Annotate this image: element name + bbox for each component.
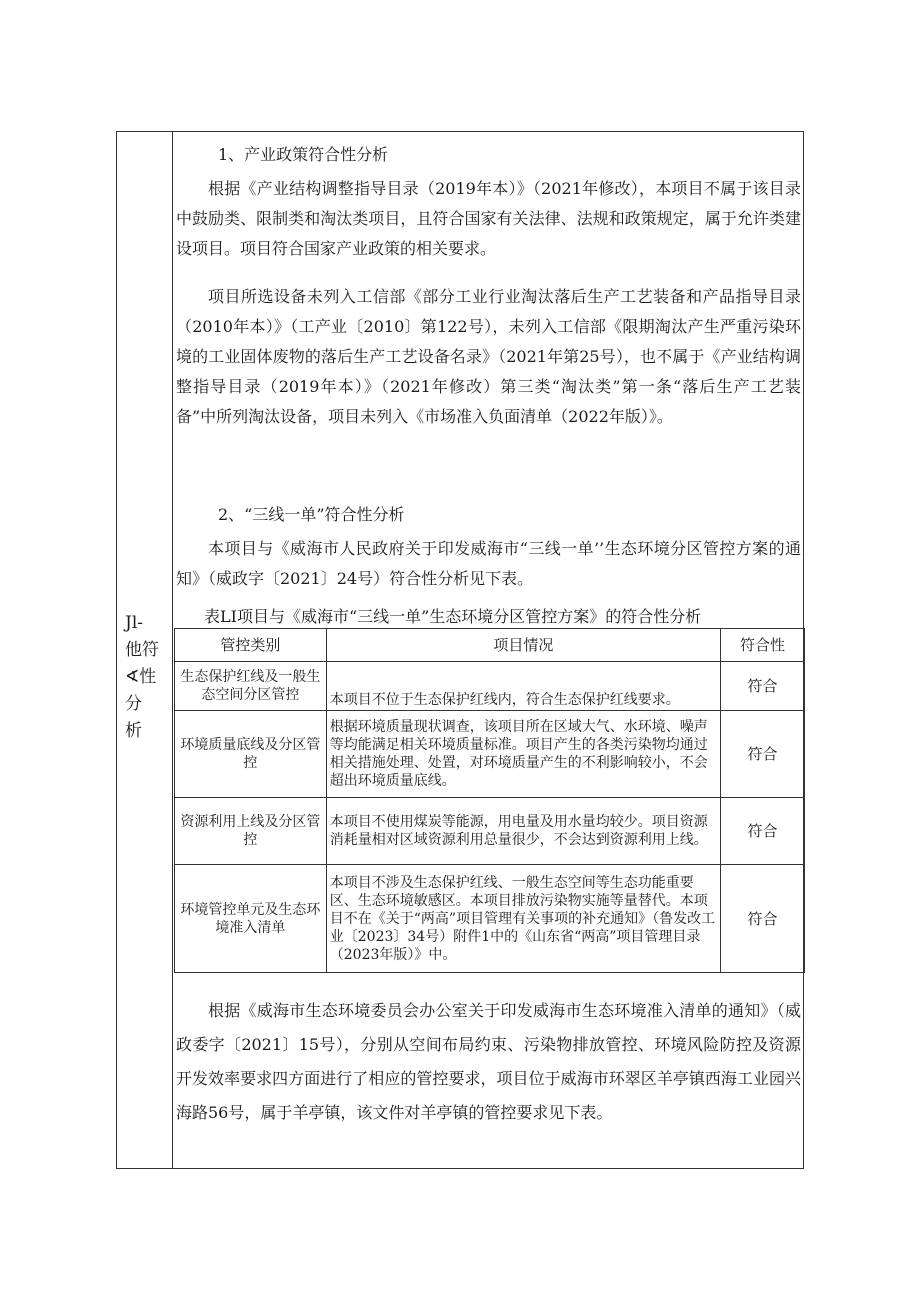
row-result: 符合: [721, 798, 805, 865]
section1-paragraph1: 根据《产业结构调整指导目录（2019年本）》（2021年修改），本项目不属于该目录中鼓励类、限制类和淘汰类项目，且符合国家有关法律、法规和政策规定，属于允许类建设项目。项目符合国家产业政策的相关要求。: [176, 179, 801, 258]
left-label-line: ∢性分: [125, 667, 157, 714]
header-compliance: 符合性: [721, 629, 805, 662]
table-row: [175, 711, 805, 798]
row-result: 符合: [721, 711, 805, 798]
table-header-row: [175, 629, 805, 662]
section3-paragraph: 根据《威海市生态环境委员会办公室关于印发威海市生态环境准入清单的通知》（威政委字〔2021〕15号），分别从空间布局约束、污染物排放管控、环境风险防控及资源开发效率要求四方面进行了相应的管控要求，项目位于威海市环翠区羊亭镇西海工业园兴海路56号，属于羊亭镇，该文件对羊亭镇的管控要求见下表。: [176, 1001, 801, 1122]
row-result: 符合: [721, 865, 805, 973]
header-situation: 项目情况: [326, 629, 720, 662]
left-category-label: [125, 610, 171, 745]
section2-paragraph: 本项目与《威海市人民政府关于印发威海市“三线一单’’生态环境分区管控方案的通知》（威政字〔2021〕24号）符合性分析见下表。: [176, 539, 801, 588]
row-category: 资源利用上线及分区管控: [175, 798, 327, 865]
left-label-line: 他符: [125, 640, 159, 660]
left-label-line: Jl-: [125, 613, 143, 633]
row-situation: 根据环境质量现状调查，该项目所在区域大气、水环境、噪声等均能满足相关环境质量标准。项目产生的各类污染物均通过相关措施处理、处置，对环境质量产生的不利影响较小，不会超出环境质量底线。: [326, 711, 720, 798]
row-category: 环境管控单元及生态环境准入清单: [175, 865, 327, 973]
table-row: [175, 798, 805, 865]
section2-heading: 2、“三线一单”符合性分析: [218, 505, 405, 524]
row-category: 环境质量底线及分区管控: [175, 711, 327, 798]
left-category-column: [117, 132, 173, 1168]
compliance-table: [174, 628, 805, 973]
content-cell: [174, 132, 803, 1168]
row-result: 符合: [721, 662, 805, 711]
table-caption: 表LI项目与《威海市“三线一单”生态环境分区管控方案》的符合性分析: [204, 607, 702, 626]
document-frame: [116, 131, 804, 1169]
row-situation: 本项目不位于生态保护红线内，符合生态保护红线要求。: [326, 662, 720, 711]
row-situation: 本项目不涉及生态保护红线、一般生态空间等生态功能重要区、生态环境敏感区。本项目排放污染物实施等量替代。本项目不在《关于“两高”项目管理有关事项的补充通知》（鲁发改工业〔2023〕34号）附件1中的《山东省“两高”项目管理目录（2023年版）》中。: [326, 865, 720, 973]
left-label-line: 析: [125, 721, 142, 741]
row-category: 生态保护红线及一般生态空间分区管控: [175, 662, 327, 711]
row-situation: 本项目不使用煤炭等能源，用电量及用水量均较少。项目资源消耗量相对区域资源利用总量很少，不会达到资源利用上线。: [326, 798, 720, 865]
table-row: [175, 662, 805, 711]
table-row: [175, 865, 805, 973]
section1-paragraph2: 项目所选设备未列入工信部《部分工业行业淘汰落后生产工艺装备和产品指导目录（2010年本）》（工产业〔2010〕第122号），未列入工信部《限期淘汰产生严重污染环境的工业固体废物的落后生产工艺设备名录》（2021年第25号），也不属于《产业结构调整指导目录（2019年本）》（2021年修改）第三类“淘汰类”第一条“落后生产工艺装备”中所列淘汰设备，项目未列入《市场准入负面清单（2022年版）》。: [176, 287, 801, 426]
section1-heading: 1、产业政策符合性分析: [218, 145, 389, 164]
header-category: 管控类别: [175, 629, 327, 662]
